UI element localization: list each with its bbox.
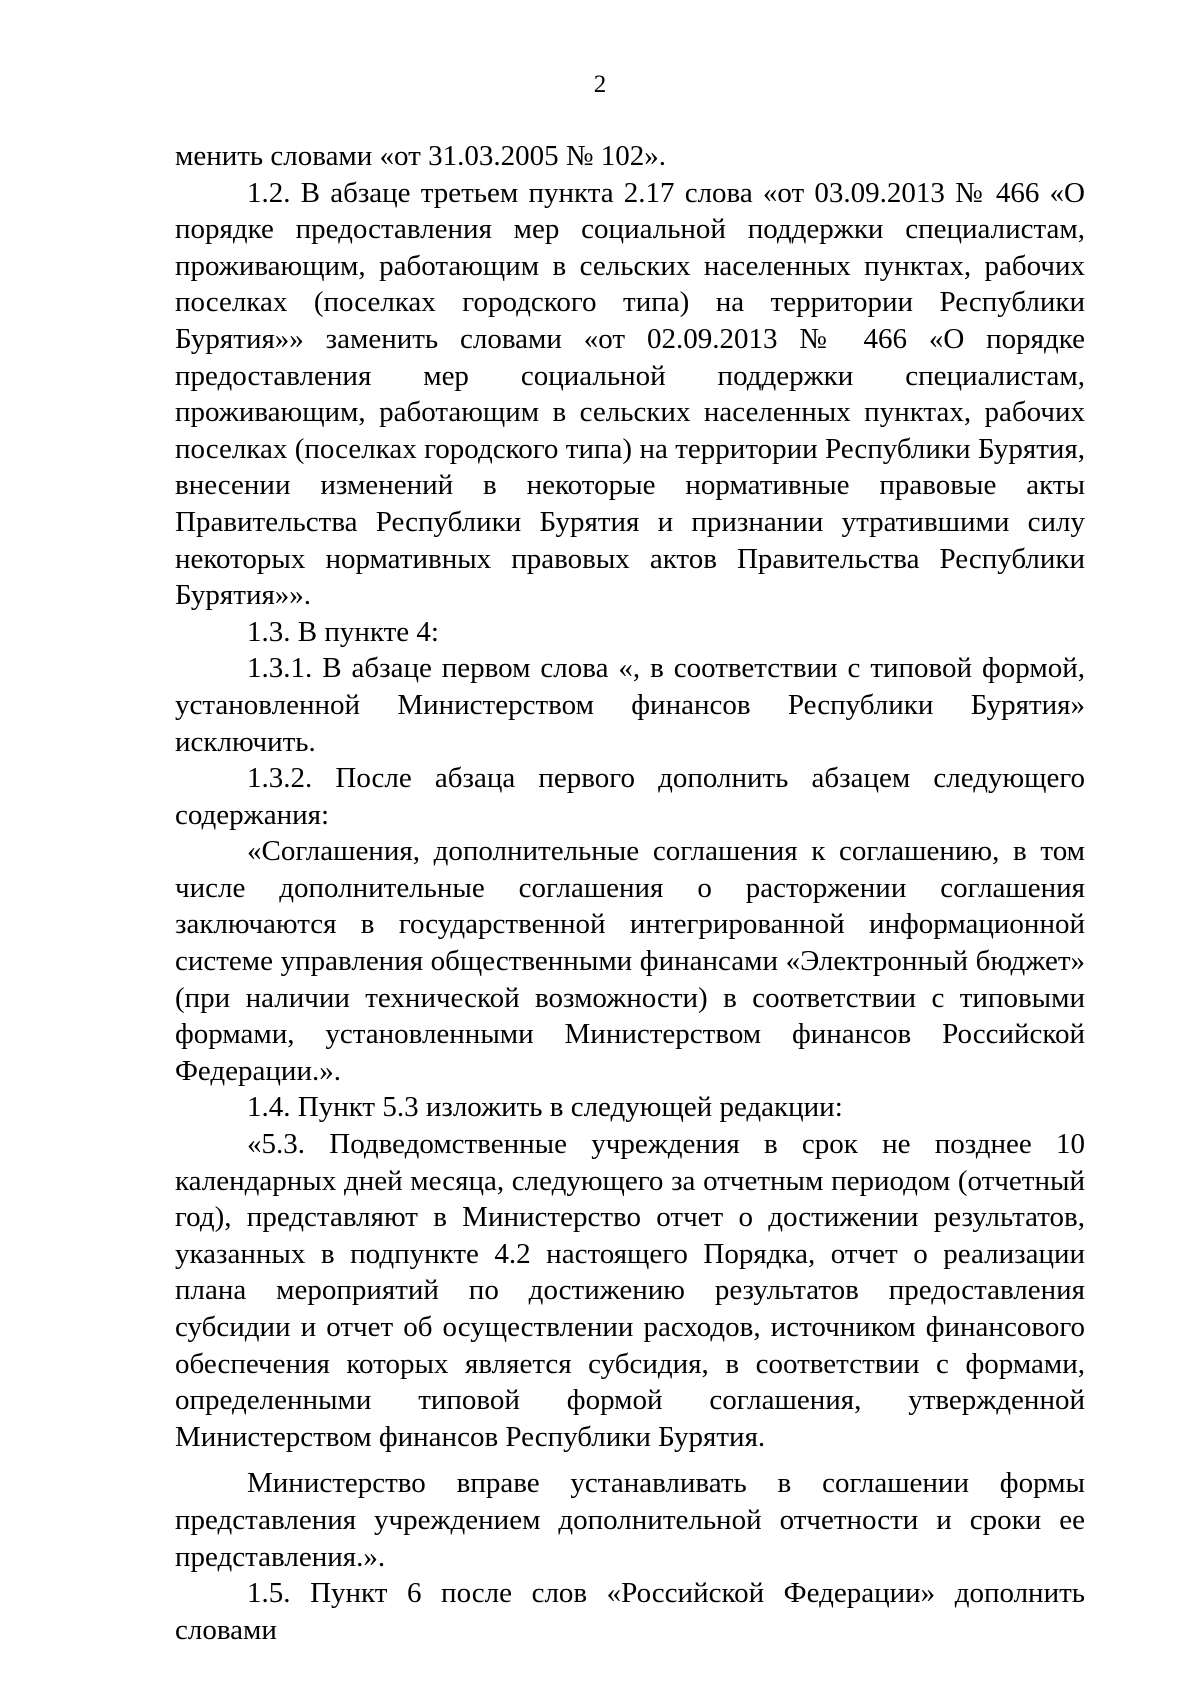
paragraph-1-4: 1.4. Пункт 5.3 изложить в следующей редакции: [247, 1091, 843, 1124]
paragraph-5-3-quote: «5.3. Подведомственные учреждения в срок не позднее 10 календарных дней месяца, следующего за отчетным периодом (отчетный год), представляют в Министерство отчет о достижении результатов, указанных в подпункте 4.2 настоящего Порядка, отчет о реализации плана мероприятий по достижению результатов предоставления субсидии и отчет об осуществлении расходов, источником финансового обеспечения которых является субсидия, в соответствии с формами, определенными типовой формой соглашения, утвержденной Министерством финансов Республики Бурятия. [175, 1128, 1085, 1453]
paragraph-1-2: 1.2. В абзаце третьем пункта 2.17 слова «от 03.09.2013 № 466 «О порядке предоставления мер социальной поддержки специалистам, проживающим, работающим в сельских населенных пунктах, рабочих поселках (поселках городского типа) на территории Республики Бурятия»» заменить словами «от 02.09.2013 № 466 «О порядке предоставления мер социальной поддержки специалистам, проживающим, работающим в сельских населенных пунктах, рабочих поселках (поселках городского типа) на территории Республики Бурятия, внесении изменений в некоторые нормативные правовые акты Правительства Республики Бурятия и признании утратившими силу некоторых нормативных правовых актов Правительства Республики Бурятия»». [175, 176, 1085, 612]
paragraph-ministry-right: Министерство вправе устанавливать в соглашении формы представления учреждением дополнительной отчетности и сроки ее представления.». [175, 1467, 1085, 1573]
paragraph-1-3-2: 1.3.2. После абзаца первого дополнить абзацем следующего содержания: [175, 762, 1085, 831]
paragraph-1-5: 1.5. Пункт 6 после слов «Российской Федерации» дополнить словами [175, 1577, 1085, 1646]
page-number: 2 [593, 71, 607, 98]
paragraph-1-3: 1.3. В пункте 4: [247, 615, 439, 648]
paragraph-1-3-1: 1.3.1. В абзаце первом слова «, в соответствии с типовой формой, установленной Министерством финансов Республики Бурятия» исключить. [175, 652, 1085, 758]
paragraph-agreements-quote: «Соглашения, дополнительные соглашения к соглашению, в том числе дополнительные соглашения о расторжении соглашения заключаются в государственной интегрированной информационной системе управления общественными финансами «Электронный бюджет» (при наличии технической возможности) в соответствии с типовыми формами, установленными Министерством финансов Российской Федерации.». [175, 835, 1085, 1087]
document-body [175, 138, 1085, 1648]
paragraph-continuation: менить словами «от 31.03.2005 № 102». [175, 140, 667, 172]
